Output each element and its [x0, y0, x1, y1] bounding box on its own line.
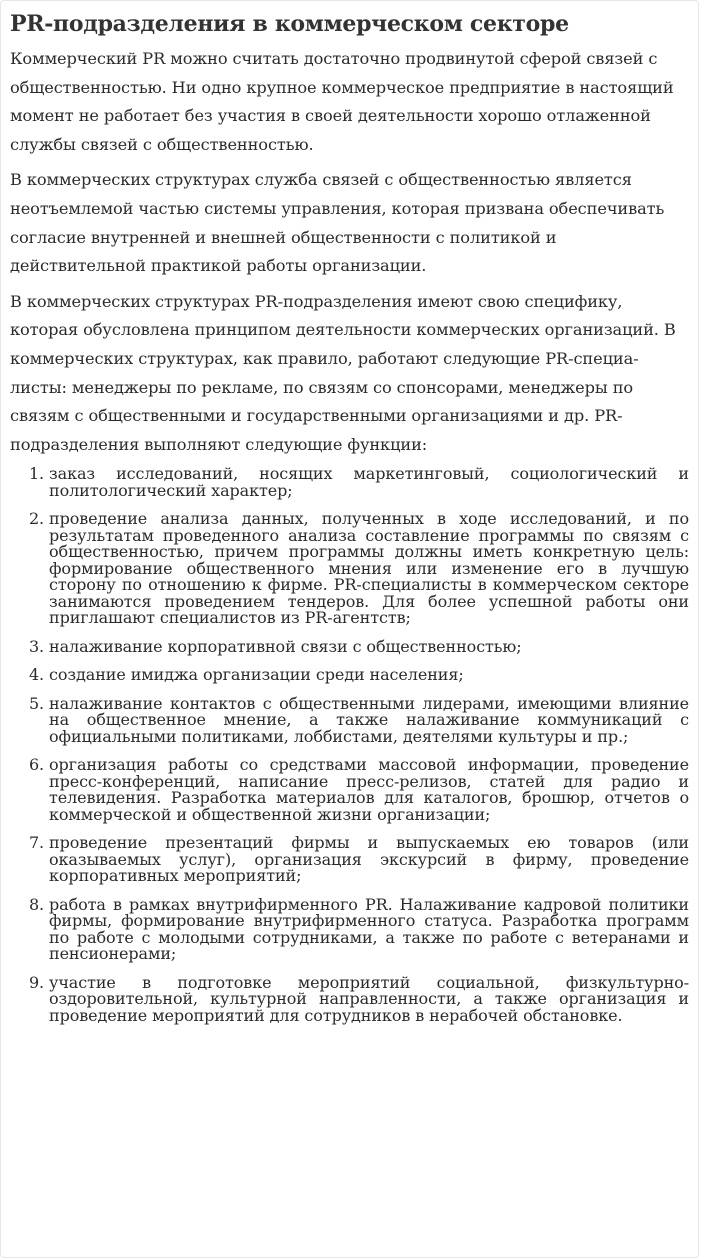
list-item: 9. участие в подготовке мероприятий социальной, физкультурно-оздоровительной, культурной направленности, а также организация и проведение мероприятий для сотрудников в нерабочей обстановке.	[49, 975, 689, 1025]
list-item: 1. заказ исследований, носящих маркетинговый, социологический и политологический характер;	[49, 466, 689, 499]
structure-paragraph: В коммерческих структурах служба связей с общественностью является неотъемлемой частью системы управления, которая призвана обеспечивать согласие внутренней и внешней общественности с политикой и действительной практикой работы организации.	[10, 170, 665, 276]
functions-list	[10, 466, 689, 1024]
list-item: 8. работа в рамках внутрифирменного PR. Налаживание кадровой политики фирмы, формирование внутрифирменного статуса. Разработка программ по работе с молодыми сотрудниками, а также по работе с ветеранами и пенсионерами;	[49, 897, 689, 963]
list-item: 6. организация работы со средствами массовой информации, проведение пресс-конференций, написание пресс-релизов, статей для радио и телевидения. Разработка материалов для каталогов, брошюр, отчетов о коммерческой и общественной жизни организации;	[49, 757, 689, 823]
list-item: 5. налаживание контактов с общественными лидерами, имеющими влияние на общественное мнение, а также налаживание коммуникаций с официальными политиками, лоббистами, деятелями культуры и пр.;	[49, 696, 689, 746]
specialists-paragraph: В коммерческих структурах PR-подразделения имеют свою специфику, которая обусловлена принципом деятельности коммерческих организаций. В коммерческих структурах, как правило, работают следующие PR-специа-листы: менеджеры по рекламе, по связям со спонсорами, менеджеры по связям с общественными и государственными организациями и др. PR-подразделения выполняют следующие функции:	[10, 291, 676, 454]
list-item: 7. проведение презентаций фирмы и выпускаемых ею товаров (или оказываемых услуг), организация экскурсий в фирму, проведение корпоративных мероприятий;	[49, 835, 689, 885]
article-title: PR-подразделения в коммерческом секторе	[10, 11, 569, 37]
list-item: 2. проведение анализа данных, полученных в ходе исследований, и по результатам проведенного анализа составление программы по связям с общественностью, причем программы должны иметь конкретную цель: формирование общественного мнения или изменение его в лучшую сторону по отношению к фирме. PR-специалисты в коммерческом секторе занимаются проведением тендеров. Для более успешной работы они приглашают специалистов из PR-агентств;	[49, 511, 689, 627]
list-item: 3. налаживание корпоративной связи с общественностью;	[49, 639, 689, 656]
list-item: 4. создание имиджа организации среди населения;	[49, 667, 689, 684]
intro-paragraph: Коммерческий PR можно считать достаточно продвинутой сферой связей с общественностью. Ни одно крупное коммерческое предприятие в настоящий момент не работает без участия в своей деятельности хорошо отлаженной службы связей с общественностью.	[10, 49, 674, 154]
